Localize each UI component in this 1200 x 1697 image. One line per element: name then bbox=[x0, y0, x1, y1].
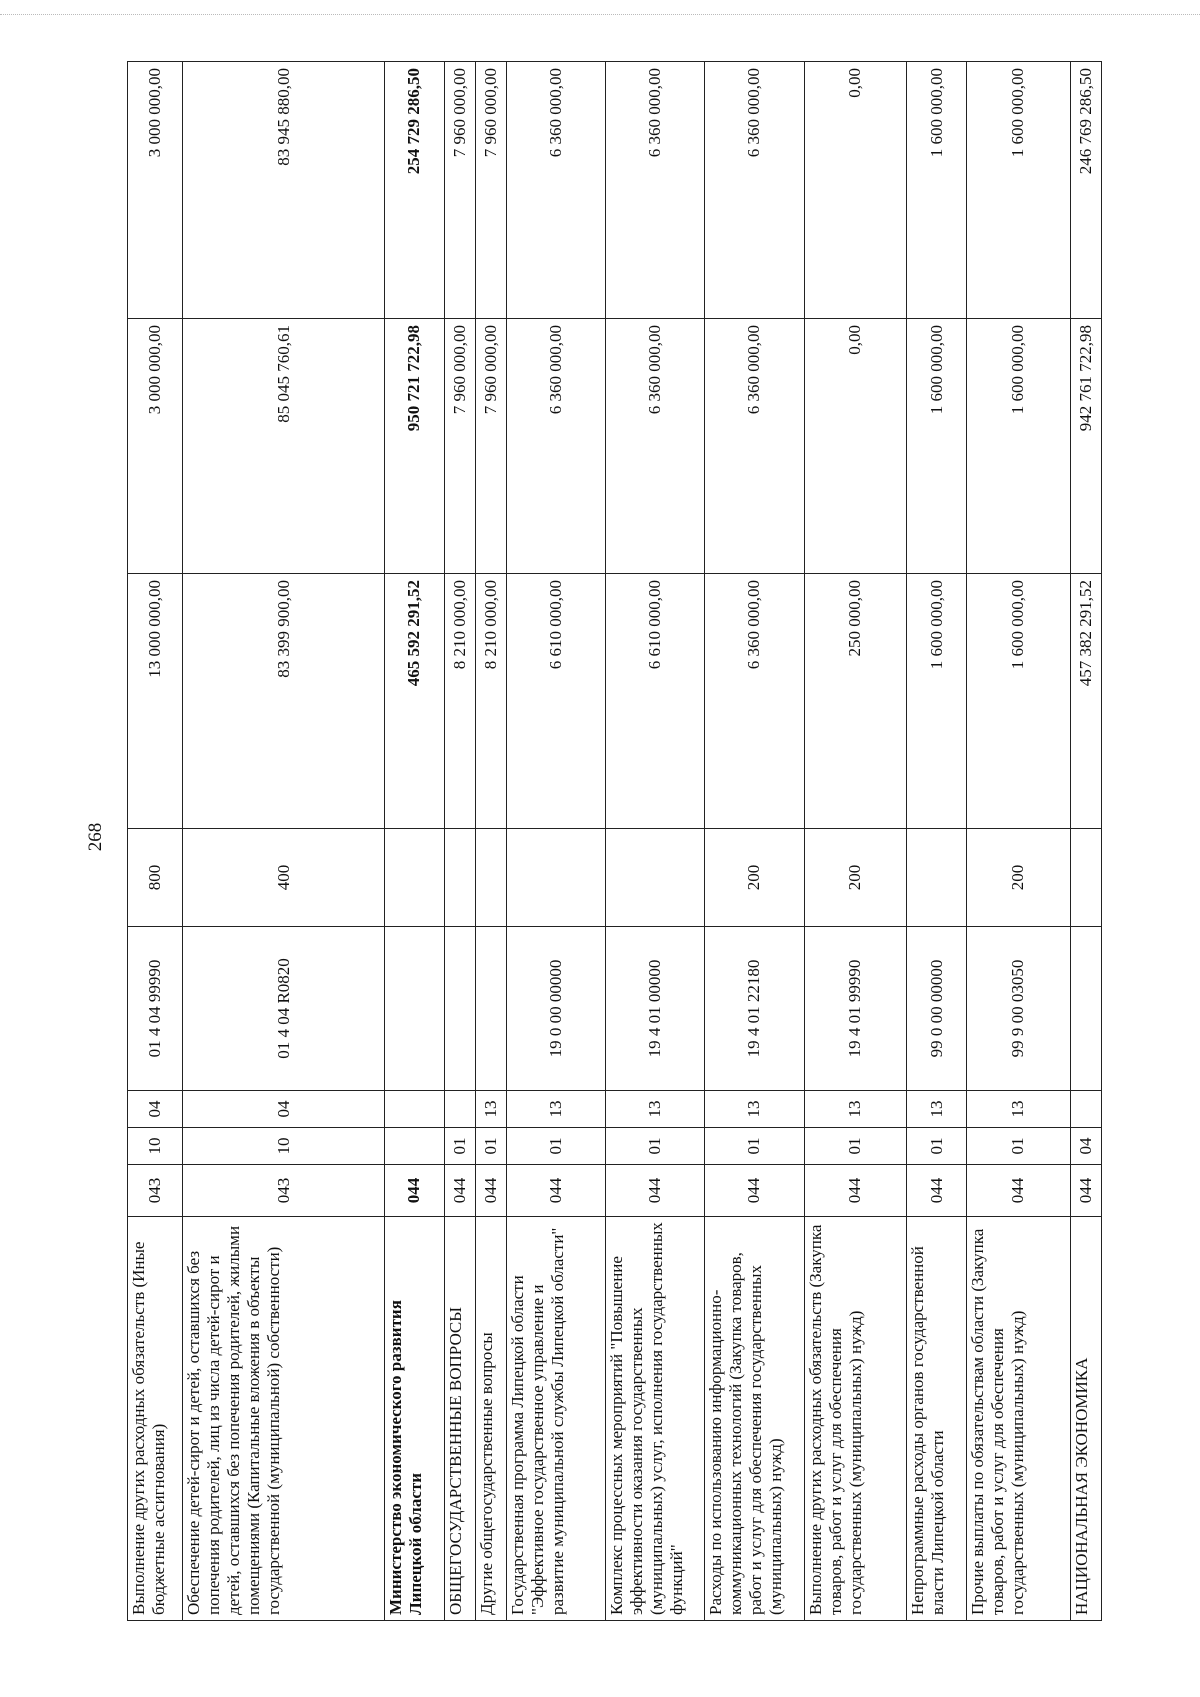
cell-amount-year1: 13 000 000,00 bbox=[128, 574, 183, 829]
cell-amount-year1: 457 382 291,52 bbox=[1070, 574, 1101, 829]
cell-expense-type: 200 bbox=[804, 829, 907, 927]
cell-target-article bbox=[385, 927, 445, 1091]
cell-name: Выполнение других расходных обязательств (Иные бюджетные ассигнования) bbox=[128, 1217, 183, 1621]
cell-amount-year1: 1 600 000,00 bbox=[907, 574, 967, 829]
table-row bbox=[476, 62, 507, 1621]
cell-section: 01 bbox=[967, 1128, 1071, 1165]
cell-name: НАЦИОНАЛЬНАЯ ЭКОНОМИКА bbox=[1070, 1217, 1101, 1621]
cell-target-article bbox=[476, 927, 507, 1091]
cell-grbs: 044 bbox=[967, 1165, 1071, 1217]
cell-amount-year3: 3 000 000,00 bbox=[128, 62, 183, 319]
cell-section: 01 bbox=[476, 1128, 507, 1165]
cell-name: Обеспечение детей-сирот и детей, оставшихся без попечения родителей, лиц из числа детей-сирот и детей, оставшихся без попечения родителей, жилыми помещениями (Капитальные вложения в объекты государственной (муниципальной) собственности) bbox=[183, 1217, 385, 1621]
cell-expense-type: 200 bbox=[967, 829, 1071, 927]
table-row bbox=[1070, 62, 1101, 1621]
cell-amount-year1: 6 610 000,00 bbox=[606, 574, 705, 829]
cell-section: 01 bbox=[444, 1128, 475, 1165]
page-number: 268 bbox=[85, 822, 106, 852]
cell-grbs: 044 bbox=[507, 1165, 606, 1217]
cell-amount-year2: 0,00 bbox=[804, 319, 907, 574]
cell-amount-year3: 83 945 880,00 bbox=[183, 62, 385, 319]
cell-subsection bbox=[385, 1091, 445, 1128]
table-row bbox=[385, 62, 445, 1621]
cell-amount-year2: 1 600 000,00 bbox=[967, 319, 1071, 574]
cell-amount-year3: 6 360 000,00 bbox=[705, 62, 804, 319]
table-row bbox=[444, 62, 475, 1621]
cell-grbs: 044 bbox=[476, 1165, 507, 1217]
cell-target-article: 99 0 00 00000 bbox=[907, 927, 967, 1091]
cell-amount-year2: 3 000 000,00 bbox=[128, 319, 183, 574]
cell-expense-type bbox=[907, 829, 967, 927]
cell-name: ОБЩЕГОСУДАРСТВЕННЫЕ ВОПРОСЫ bbox=[444, 1217, 475, 1621]
cell-amount-year2: 942 761 722,98 bbox=[1070, 319, 1101, 574]
cell-name: Другие общегосударственные вопросы bbox=[476, 1217, 507, 1621]
cell-amount-year2: 950 721 722,98 bbox=[385, 319, 445, 574]
cell-amount-year1: 6 610 000,00 bbox=[507, 574, 606, 829]
cell-expense-type: 200 bbox=[705, 829, 804, 927]
cell-target-article: 19 4 01 22180 bbox=[705, 927, 804, 1091]
cell-expense-type bbox=[507, 829, 606, 927]
cell-expense-type bbox=[476, 829, 507, 927]
cell-target-article: 19 4 01 99990 bbox=[804, 927, 907, 1091]
cell-target-article bbox=[1070, 927, 1101, 1091]
cell-amount-year3: 246 769 286,50 bbox=[1070, 62, 1101, 319]
table-row bbox=[507, 62, 606, 1621]
cell-section: 01 bbox=[507, 1128, 606, 1165]
cell-section: 10 bbox=[128, 1128, 183, 1165]
cell-name: Прочие выплаты по обязательствам области (Закупка товаров, работ и услуг для обеспечения государственных (муниципальных) нужд) bbox=[967, 1217, 1071, 1621]
cell-section bbox=[385, 1128, 445, 1165]
cell-grbs: 044 bbox=[1070, 1165, 1101, 1217]
cell-amount-year3: 6 360 000,00 bbox=[507, 62, 606, 319]
cell-name: Государственная программа Липецкой области "Эффективное государственное управление и развитие муниципальной службы Липецкой области" bbox=[507, 1217, 606, 1621]
cell-amount-year2: 85 045 760,61 bbox=[183, 319, 385, 574]
cell-name: Расходы по использованию информационно-коммуникационных технологий (Закупка товаров, работ и услуг для обеспечения государственных (муниципальных) нужд) bbox=[705, 1217, 804, 1621]
cell-expense-type bbox=[385, 829, 445, 927]
rotated-page-content bbox=[127, 62, 1102, 1621]
cell-target-article: 19 0 00 00000 bbox=[507, 927, 606, 1091]
cell-subsection: 13 bbox=[476, 1091, 507, 1128]
cell-amount-year3: 254 729 286,50 bbox=[385, 62, 445, 319]
cell-target-article: 01 4 04 99990 bbox=[128, 927, 183, 1091]
cell-target-article: 99 9 00 03050 bbox=[967, 927, 1071, 1091]
cell-expense-type: 400 bbox=[183, 829, 385, 927]
cell-expense-type bbox=[1070, 829, 1101, 927]
cell-amount-year1: 8 210 000,00 bbox=[476, 574, 507, 829]
cell-target-article bbox=[444, 927, 475, 1091]
cell-amount-year3: 1 600 000,00 bbox=[907, 62, 967, 319]
cell-subsection: 04 bbox=[183, 1091, 385, 1128]
cell-amount-year2: 6 360 000,00 bbox=[606, 319, 705, 574]
cell-amount-year1: 8 210 000,00 bbox=[444, 574, 475, 829]
cell-amount-year1: 1 600 000,00 bbox=[967, 574, 1071, 829]
cell-section: 01 bbox=[705, 1128, 804, 1165]
cell-name: Выполнение других расходных обязательств (Закупка товаров, работ и услуг для обеспечения государственных (муниципальных) нужд) bbox=[804, 1217, 907, 1621]
cell-expense-type bbox=[606, 829, 705, 927]
cell-grbs: 043 bbox=[128, 1165, 183, 1217]
cell-subsection: 13 bbox=[804, 1091, 907, 1128]
cell-section: 01 bbox=[907, 1128, 967, 1165]
cell-grbs: 043 bbox=[183, 1165, 385, 1217]
cell-amount-year1: 465 592 291,52 bbox=[385, 574, 445, 829]
cell-section: 04 bbox=[1070, 1128, 1101, 1165]
cell-grbs: 044 bbox=[705, 1165, 804, 1217]
cell-subsection: 13 bbox=[606, 1091, 705, 1128]
cell-name: Непрограммные расходы органов государственной власти Липецкой области bbox=[907, 1217, 967, 1621]
budget-table bbox=[127, 61, 1102, 1621]
cell-expense-type bbox=[444, 829, 475, 927]
cell-subsection: 13 bbox=[907, 1091, 967, 1128]
cell-amount-year2: 7 960 000,00 bbox=[444, 319, 475, 574]
cell-grbs: 044 bbox=[385, 1165, 445, 1217]
table-row bbox=[183, 62, 385, 1621]
cell-amount-year3: 6 360 000,00 bbox=[606, 62, 705, 319]
cell-amount-year2: 7 960 000,00 bbox=[476, 319, 507, 574]
cell-subsection: 04 bbox=[128, 1091, 183, 1128]
cell-subsection: 13 bbox=[705, 1091, 804, 1128]
cell-amount-year2: 6 360 000,00 bbox=[705, 319, 804, 574]
cell-grbs: 044 bbox=[907, 1165, 967, 1217]
cell-amount-year3: 7 960 000,00 bbox=[476, 62, 507, 319]
cell-target-article: 01 4 04 R0820 bbox=[183, 927, 385, 1091]
cell-grbs: 044 bbox=[804, 1165, 907, 1217]
cell-grbs: 044 bbox=[444, 1165, 475, 1217]
cell-subsection: 13 bbox=[967, 1091, 1071, 1128]
cell-section: 10 bbox=[183, 1128, 385, 1165]
table-row bbox=[705, 62, 804, 1621]
table-row bbox=[967, 62, 1071, 1621]
cell-amount-year2: 1 600 000,00 bbox=[907, 319, 967, 574]
cell-section: 01 bbox=[804, 1128, 907, 1165]
cell-subsection bbox=[1070, 1091, 1101, 1128]
cell-amount-year1: 83 399 900,00 bbox=[183, 574, 385, 829]
budget-table-body bbox=[128, 62, 1102, 1621]
cell-amount-year1: 250 000,00 bbox=[804, 574, 907, 829]
scan-edge-line bbox=[0, 14, 1200, 15]
cell-amount-year2: 6 360 000,00 bbox=[507, 319, 606, 574]
cell-subsection bbox=[444, 1091, 475, 1128]
table-row bbox=[606, 62, 705, 1621]
table-row bbox=[907, 62, 967, 1621]
table-row bbox=[128, 62, 183, 1621]
cell-amount-year3: 7 960 000,00 bbox=[444, 62, 475, 319]
table-row bbox=[804, 62, 907, 1621]
cell-amount-year3: 0,00 bbox=[804, 62, 907, 319]
cell-subsection: 13 bbox=[507, 1091, 606, 1128]
cell-amount-year1: 6 360 000,00 bbox=[705, 574, 804, 829]
cell-expense-type: 800 bbox=[128, 829, 183, 927]
cell-name: Комплекс процессных мероприятий "Повышение эффективности оказания государственных (муниципальных) услуг, исполнения государственных функций" bbox=[606, 1217, 705, 1621]
cell-grbs: 044 bbox=[606, 1165, 705, 1217]
cell-amount-year3: 1 600 000,00 bbox=[967, 62, 1071, 319]
cell-target-article: 19 4 01 00000 bbox=[606, 927, 705, 1091]
cell-name: Министерство экономического развития Липецкой области bbox=[385, 1217, 445, 1621]
cell-section: 01 bbox=[606, 1128, 705, 1165]
